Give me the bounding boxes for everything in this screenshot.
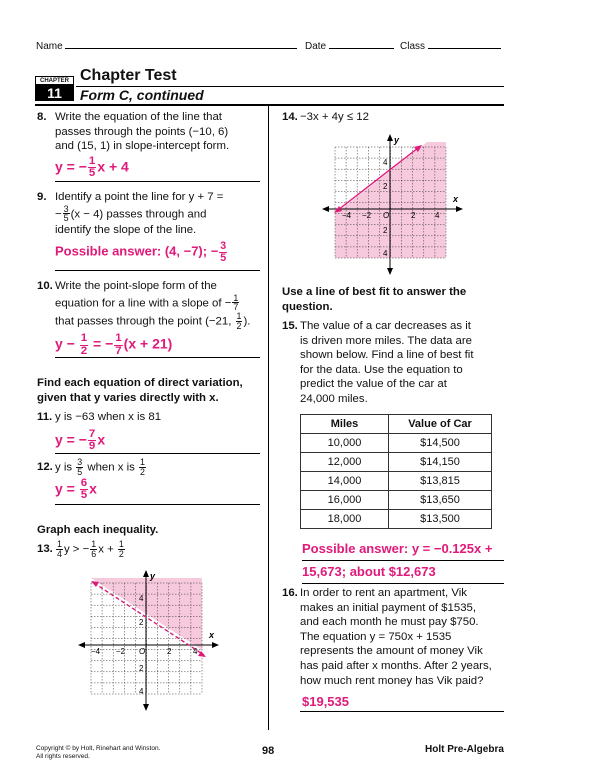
tick-label: −2 [116, 647, 126, 656]
answer-11: y = − $\frac{7}{9}$ x [55, 427, 106, 453]
table-header: Miles [301, 415, 389, 434]
tick-label: 2 [167, 647, 172, 656]
question-16: 16. In order to rent an apartment, Vik makes an initial payment of $1535, and each month he must pay $750. The equation y = 750x + 1535 represents the amount of money Vik has paid after x months. After 2 years, how much rent money has Vik paid? [282, 587, 492, 687]
tick-label: 4 [139, 594, 144, 603]
y-label: y [394, 135, 400, 145]
graph-13 [78, 570, 220, 712]
x-label: x [453, 194, 459, 204]
arrow-down-icon [387, 268, 393, 275]
page-number: 98 [262, 745, 275, 757]
copyright: Copyright © by Holt, Rinehart and Winston. All rights reserved. [36, 745, 161, 760]
tick-label: −4 [91, 647, 101, 656]
class-line: Class [400, 39, 501, 54]
tick-label: 4 [435, 211, 440, 220]
question-14: 14. −3x + 4y ≤ 12 [282, 111, 369, 123]
tick-label: 4 [139, 687, 144, 696]
arrow-upleft-icon [91, 581, 99, 587]
book-title: Holt Pre-Algebra [425, 744, 504, 755]
chapter-badge: CHAPTER 11 [35, 76, 74, 102]
question-15: 15. The value of a car decreases as it is driven more miles. The data are shown below. Find a line of best fit for the data. Use the equation to predict the value of the car at 24,000 miles. [282, 320, 474, 405]
arrow-right-icon [212, 642, 219, 648]
tick-label: 2 [139, 664, 144, 673]
answer-15: Possible answer: y = −0.125x + 15,673; about $12,673 [302, 538, 504, 584]
tick-label: −2 [362, 211, 372, 220]
answer-8: y = − $\frac{1}{5}$ x + 4 [55, 154, 129, 180]
tick-label: 2 [383, 226, 388, 235]
tick-label: 4 [193, 647, 198, 656]
y-label: y [150, 571, 156, 581]
direct-variation-heading: Find each equation of direct variation, given that y varies directly with x. [37, 377, 243, 404]
question-8: 8. Write the equation of the line that passes through the points (−10, 6) and (15, 1) in slope-intercept form. y = − $\frac{1}{5}$ x + 4 [37, 111, 230, 180]
question-11: 11. y is −63 when x is 81 y = − $\frac{7}{9}$ x [37, 411, 162, 453]
question-10: 10. Write the point-slope form of the equation for a line with a slope of − $\frac{1}{7}$ that passes through the point (−21, $\frac{1}{2}$ ). y − $\frac{1}{2}$ = − $\frac{1}{7}$ (x + 21) [37, 280, 251, 357]
table-row: 12,000 $14,150 [301, 453, 492, 472]
table-row: 16,000 $13,650 [301, 491, 492, 510]
answer-12: y = $\frac{6}{5}$ x [55, 476, 97, 502]
arrow-up-icon [143, 570, 149, 577]
graph-heading: Graph each inequality. [37, 524, 159, 536]
miles-value-table [300, 414, 492, 529]
arrow-left-icon [78, 642, 85, 648]
arrow-up-icon [387, 134, 393, 141]
answer-9: Possible answer: (4, −7); − $\frac{3}{5}$ [55, 239, 227, 264]
class-blank[interactable] [428, 39, 501, 49]
origin-label: O [139, 647, 146, 656]
table-row: 18,000 $13,500 [301, 510, 492, 529]
tick-label: 4 [383, 158, 388, 167]
arrow-left-icon [322, 206, 329, 212]
page-subtitle: Form C, continued [80, 87, 204, 103]
page-title: Chapter Test [80, 67, 177, 84]
name-line: Name [36, 39, 297, 54]
question-9: 9. Identify a point the line for y + 7 = − $\frac{3}{5}$ (x − 4) passes through and identify the slope of the line. Possible answer: (4, −7); − $\frac{3}{5}$ [37, 191, 227, 264]
tick-label: 2 [139, 618, 144, 627]
best-fit-heading: Use a line of best fit to answer the question. [282, 286, 467, 313]
tick-label: 4 [383, 249, 388, 258]
answer-10: y − $\frac{1}{2}$ = − $\frac{1}{7}$ (x + 21) [55, 332, 173, 357]
date-blank[interactable] [329, 39, 394, 49]
arrow-right-icon [456, 206, 463, 212]
origin-label: O [383, 211, 390, 220]
graph-14 [322, 134, 464, 276]
question-12: 12. y is $\frac{3}{5}$ when x is $\frac{1}{2}$ y = $\frac{6}{5}$ x [37, 457, 145, 502]
name-blank[interactable] [65, 39, 297, 49]
x-label: x [209, 630, 215, 640]
answer-16: $19,535 [302, 694, 349, 709]
table-row: 14,000 $13,815 [301, 472, 492, 491]
tick-label: 2 [383, 182, 388, 191]
table-header: Value of Car [389, 415, 492, 434]
question-13: 13. $\frac{1}{4}$ y > − $\frac{1}{6}$ x + $\frac{1}{2}$ [37, 539, 124, 559]
tick-label: −4 [342, 211, 352, 220]
arrow-down-icon [143, 704, 149, 711]
table-row: 10,000 $14,500 [301, 434, 492, 453]
column-divider [268, 106, 269, 730]
date-line: Date [305, 39, 394, 54]
tick-label: 2 [411, 211, 416, 220]
